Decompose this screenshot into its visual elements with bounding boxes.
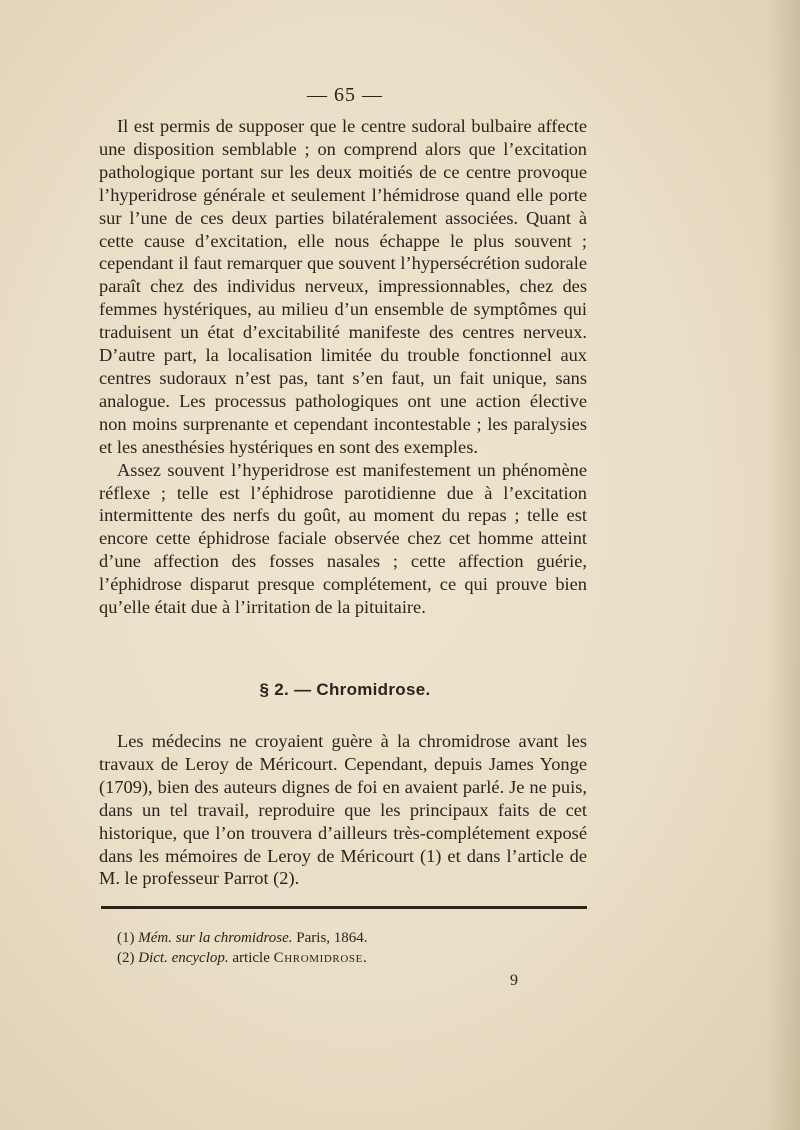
footnote-reference: Mém. sur la chromidrose. bbox=[138, 930, 293, 946]
footnote-marker: (1) bbox=[117, 930, 135, 946]
footnote-divider bbox=[101, 906, 587, 909]
footnote-2 bbox=[117, 948, 587, 968]
footnote-reference: Dict. encyclop. bbox=[138, 950, 229, 966]
page-number: — 65 — bbox=[307, 84, 383, 106]
body-text-top bbox=[99, 115, 587, 619]
footnotes bbox=[117, 928, 587, 968]
signature-mark: 9 bbox=[510, 972, 518, 989]
footnote-smallcaps: Chromidrose. bbox=[273, 950, 368, 966]
footnote-marker: (2) bbox=[117, 950, 135, 966]
footnote-text: article bbox=[228, 950, 274, 966]
body-text-bottom bbox=[99, 730, 587, 890]
footnote-text: Paris, 1864. bbox=[292, 930, 368, 946]
section-heading: § 2. — Chromidrose. bbox=[259, 680, 431, 699]
paragraph: Assez souvent l’hyperidrose est manifestement un phénomène réflexe ; telle est l’éphidrose parotidienne due à l’excitation intermittente des nerfs du goût, au moment du repas ; telle est encore cette éphidrose faciale observée chez cet homme atteint d’une affection des fosses nasales ; cette affection guérie, l’éphidrose disparut presque complétement, ce qui prouve bien qu’elle était due à l’irritation de la pituitaire. bbox=[99, 459, 587, 618]
footnote-1 bbox=[117, 928, 587, 948]
paragraph: Les médecins ne croyaient guère à la chromidrose avant les travaux de Leroy de Méricourt. Cependant, depuis James Yonge (1709), bien des auteurs dignes de foi en avaient parlé. Je ne puis, dans un tel travail, reproduire que les principaux faits de cet historique, que l’on trouvera d’ailleurs très-complétement exposé dans les mémoires de Leroy de Méricourt (1) et dans l’article de M. le professeur Parrot (2). bbox=[99, 731, 587, 889]
paragraph: Il est permis de supposer que le centre sudoral bulbaire affecte une disposition semblable ; on comprend alors que l’excitation pathologique portant sur les deux moitiés de ce centre provoque l’hyperidrose générale et seulement l’hémidrose quand elle porte sur l’une de ces deux parties bilatéralement associées. Quant à cette cause d’excitation, elle nous échappe le plus souvent ; cependant il faut remarquer que souvent l’hypersécrétion sudorale paraît chez des individus nerveux, impressionnables, chez des femmes hystériques, au milieu d’un ensemble de symptômes qui traduisent un état d’excitabilité manifeste des centres nerveux. D’autre part, la localisation limitée du trouble fonctionnel aux centres sudoraux n’est pas, tant s’en faut, un fait unique, sans analogue. Les processus pathologiques ont une action élective non moins surprenante et cependant incontestable ; les paralysies et les anesthésies hystériques en sont des exemples. bbox=[99, 116, 587, 457]
